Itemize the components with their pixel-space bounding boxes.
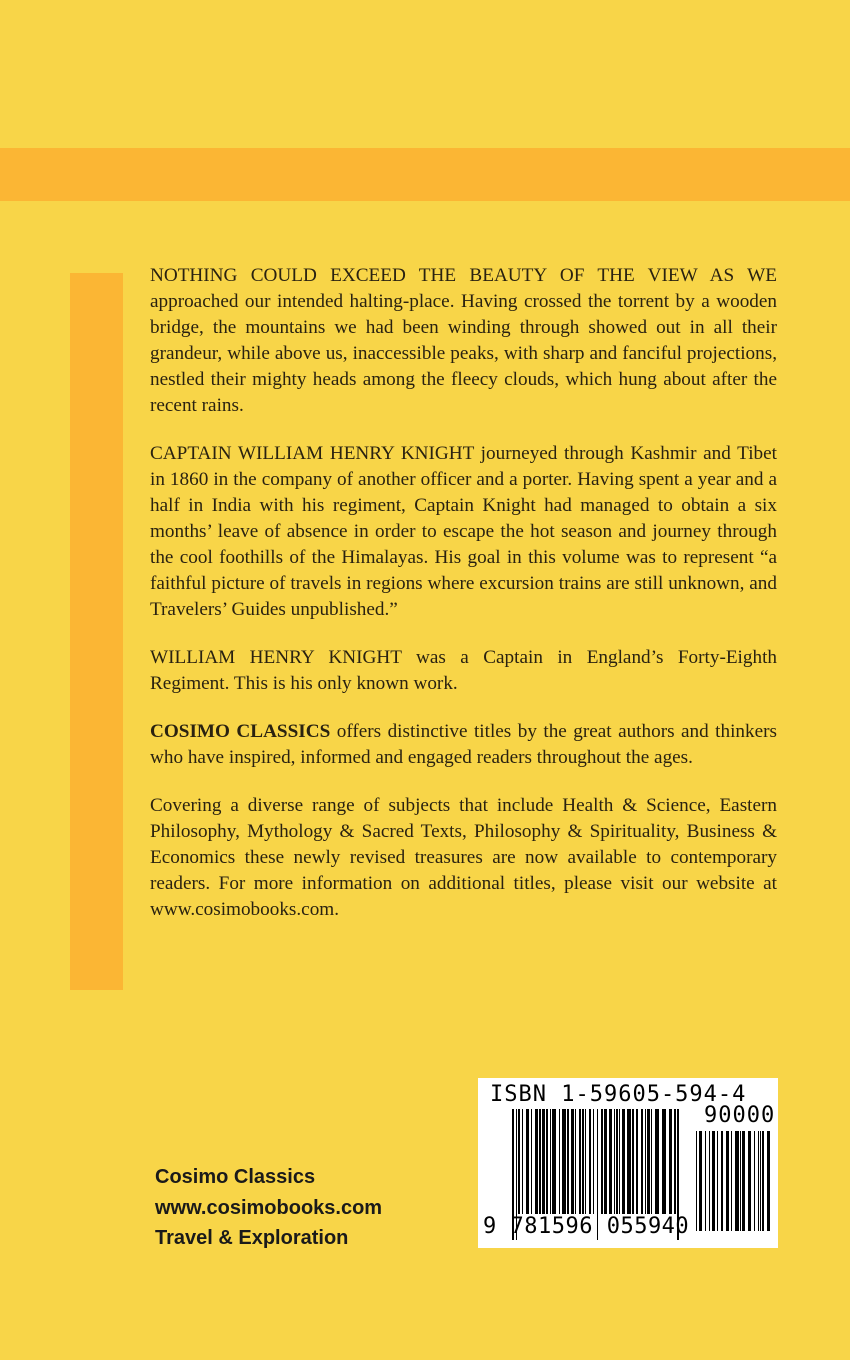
excerpt-lead: NOTHING COULD EXCEED THE BEAUTY OF THE VIEW AS WE	[150, 265, 777, 286]
barcode-bar	[550, 1109, 551, 1214]
barcode-bar	[758, 1131, 759, 1231]
barcode-bar	[705, 1131, 706, 1231]
barcode-bar	[535, 1109, 538, 1214]
isbn-barcode	[478, 1078, 778, 1248]
barcode-bar	[742, 1131, 745, 1231]
barcode-bar	[627, 1109, 631, 1214]
imprint-publisher: Cosimo Classics	[155, 1166, 316, 1188]
barcode-bar	[662, 1109, 666, 1214]
barcode-bar	[674, 1109, 676, 1214]
imprint-block	[155, 1162, 382, 1254]
barcode-bar	[546, 1109, 548, 1214]
barcode-bar	[518, 1109, 520, 1214]
barcode-bar	[748, 1131, 751, 1231]
barcode-bar	[619, 1109, 620, 1214]
barcode-bar	[709, 1131, 710, 1231]
barcode-bar	[526, 1109, 529, 1214]
barcode-bar	[616, 1109, 618, 1214]
barcode-bar	[585, 1109, 586, 1214]
barcode-bar	[567, 1109, 569, 1214]
barcode-bar	[636, 1109, 638, 1214]
barcode-bar	[559, 1109, 560, 1214]
publisher-name: COSIMO CLASSICS	[150, 721, 331, 742]
barcode-bar	[645, 1109, 646, 1214]
barcode-bar	[740, 1131, 741, 1231]
blurb-excerpt	[150, 263, 777, 419]
barcode-bar	[614, 1109, 615, 1214]
barcode-bar	[604, 1109, 607, 1214]
barcode-bar	[531, 1109, 532, 1214]
barcode-bar	[632, 1109, 634, 1214]
barcode-bar	[641, 1109, 643, 1214]
barcode-bar	[589, 1109, 591, 1214]
excerpt-text: approached our intended halting-place. Having crossed the torrent by a wooden bridge, the mountains we had been winding through showed out in all their grandeur, while above us, inaccessible peaks, with sharp and fanciful projections, nestled their mighty heads among the fleecy clouds, which hung about after the recent rains.	[150, 291, 777, 416]
barcode-bar	[522, 1109, 523, 1214]
blurb-subjects: Covering a diverse range of subjects that include Health & Science, Eastern Philosophy, Mythology & Sacred Texts, Philosophy & Spirituality, Business & Economics these newly revised treasures are now available to contemporary readers. For more information on additional titles, please visit our website at www.cosimobooks.com.	[150, 795, 777, 920]
top-accent-band	[0, 148, 850, 201]
barcode-bar	[669, 1109, 672, 1214]
barcode-bar	[712, 1131, 715, 1231]
blurb-publisher	[150, 719, 777, 771]
barcode-bar	[539, 1109, 541, 1214]
ean-number: 9 781596 055940	[483, 1214, 690, 1239]
blurb-about-author: WILLIAM HENRY KNIGHT was a Captain in England’s Forty-Eighth Regiment. This is his only known work.	[150, 647, 777, 694]
barcode-bar	[762, 1131, 764, 1231]
imprint-category: Travel & Exploration	[155, 1227, 349, 1249]
barcode-bar	[601, 1109, 603, 1214]
barcode-bar	[552, 1109, 556, 1214]
barcode-bar	[760, 1131, 761, 1231]
addon-number: 90000	[704, 1103, 776, 1128]
barcode-bar	[754, 1131, 755, 1231]
barcode-bar	[622, 1109, 625, 1214]
barcode-bar	[579, 1109, 581, 1214]
barcode-bar	[562, 1109, 566, 1214]
barcode-bar	[726, 1131, 729, 1231]
barcode-bar	[717, 1131, 718, 1231]
barcode-bar	[696, 1131, 697, 1231]
barcode-bar	[575, 1109, 576, 1214]
barcode-bar	[699, 1131, 702, 1231]
barcode-bar	[655, 1109, 659, 1214]
barcode-bar	[582, 1109, 584, 1214]
barcode-bar	[721, 1131, 723, 1231]
barcode-bar	[571, 1109, 574, 1214]
publisher-text: offers distinctive titles by the great authors and thinkers who have inspired, informed and engaged readers throughout the ages.	[150, 721, 777, 768]
barcode-bar	[767, 1131, 770, 1231]
side-accent-bar	[70, 273, 123, 990]
isbn-label: ISBN 1-59605-594-4	[490, 1082, 747, 1107]
barcode-bar	[609, 1109, 612, 1214]
back-cover-blurb	[150, 263, 777, 945]
barcode-bar	[542, 1109, 545, 1214]
barcode-bar	[647, 1109, 650, 1214]
blurb-about-book: CAPTAIN WILLIAM HENRY KNIGHT journeyed through Kashmir and Tibet in 1860 in the company of another officer and a porter. Having spent a year and a half in India with his regiment, Captain Knight had managed to obtain a six months’ leave of absence in order to escape the hot season and journey through the cool foothills of the Himalayas. His goal in this volume was to represent “a faithful picture of travels in regions where excursion trains are still unknown, and Travelers’ Guides unpublished.”	[150, 443, 777, 620]
imprint-website: www.cosimobooks.com	[155, 1196, 383, 1219]
barcode-bar	[651, 1109, 652, 1214]
barcode-bar	[593, 1109, 594, 1214]
barcode-bar	[731, 1131, 732, 1231]
barcode-bar	[735, 1131, 739, 1231]
